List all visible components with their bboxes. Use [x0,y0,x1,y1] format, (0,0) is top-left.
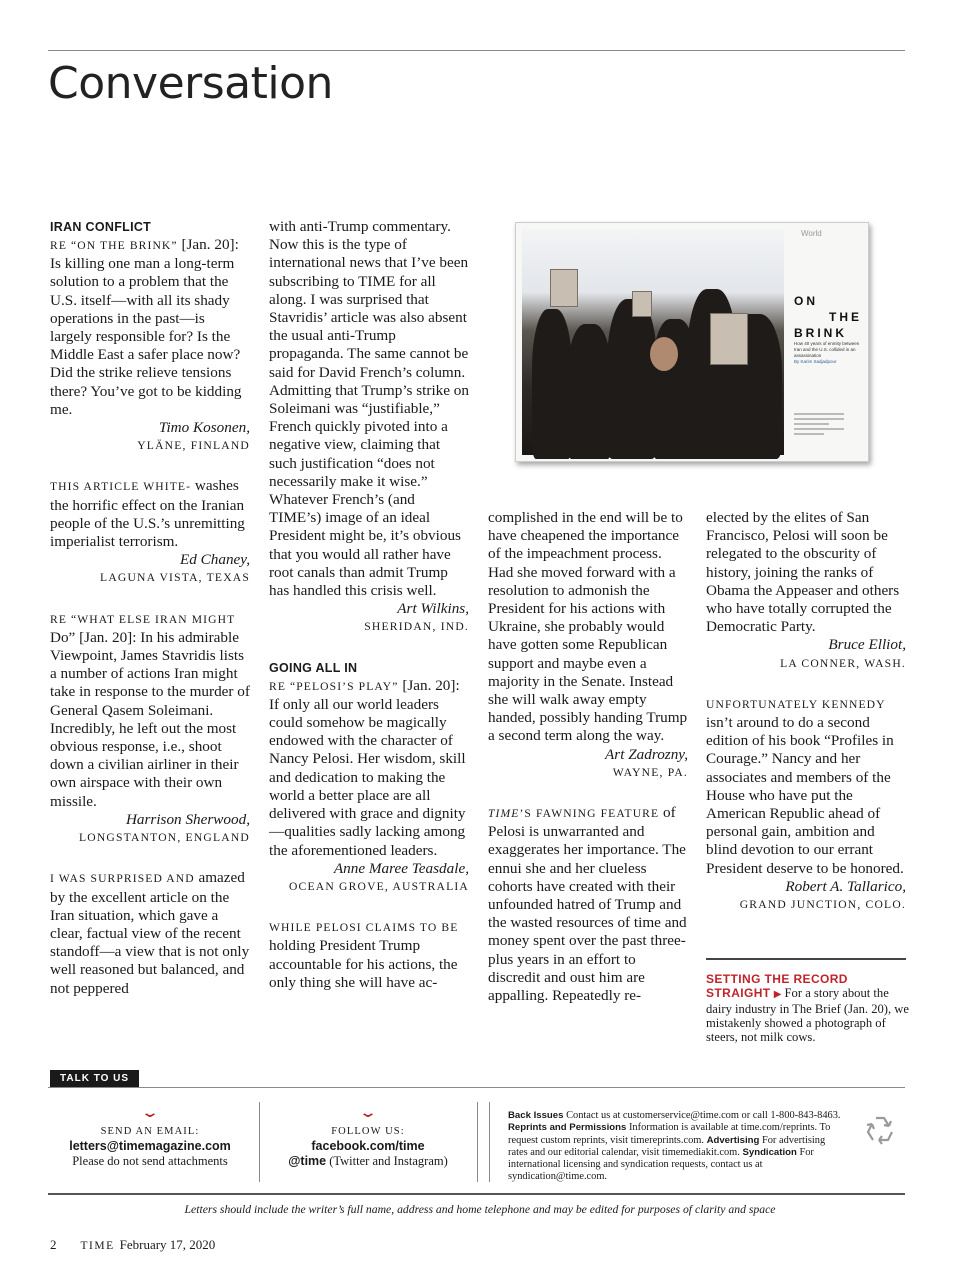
letter-zadrozny-continued: complished in the end will be to have cheapened the importance of the impeachment process. Had she moved forward with a resolution to admonish the President for his actions with Ukraine, she probably would have gotten some Republican support and maybe even a majority in the Senate. Instead she will walk away empty handed, possibly handing Trump a second term along the way. [488,509,688,745]
correction-box [706,972,911,1044]
follow-label: FOLLOW US: [331,1126,405,1137]
photo-headline: ON THE BRINK [794,294,862,340]
photo-caption-lines [794,413,844,438]
protest-photo [522,229,784,455]
email-note: Please do not send attachments [72,1154,228,1168]
letter-signature: Timo Kosonen, [158,419,250,437]
letter-lead: RE “ON THE BRINK” [50,239,178,252]
page-title: Conversation [48,58,333,109]
contact-info: Back Issues Contact us at customerservice@time.com or call 1-800-843-8463. Reprints and Permissions Information is available at time.com/reprints. To request custom reprints, visit timereprints.com. Advertising For advertising rates and our editorial calendar, visit timemediakit.com. Syndication For international licensing and syndication requests, contact us at syndication@time.com. [508,1110,841,1183]
photo-section-label: World [801,229,822,238]
letter-elliot [488,804,688,1005]
letters-column-3 [488,509,688,1005]
letter-chaney [50,477,250,551]
letter-lead: UNFORTUNATELY KENNEDY [706,697,886,711]
letters-column-4 [706,509,906,914]
letter-lead: WHILE PELOSI CLAIMS TO BE [269,921,459,935]
divider [477,1102,478,1182]
section-heading-iran-conflict: IRAN CONFLICT [50,220,152,234]
letter-zadrozny [269,918,469,992]
letter-wilkins-continued: with anti-Trump commentary. Now this is the type of international news that I’ve been subscribing to TIME for all along. I was surprised that Stavridis’ article was also absent the usual anti-Trump propaganda. The same cannot be said for David French’s column. Admitting that Trump’s strike on Soleimani was “justifiable,” French quickly pivoted into a negative view, claiming that such justification “does not necessarily make it wise.” Whatever French’s (and TIME’s) image of an ideal President might be, it’s obvious that you would all rather have root canals than admit Trump has handled this crisis well. [269,218,469,600]
chevron-down-icon: ⌄ [140,1105,160,1121]
top-rule [48,50,905,51]
letter-body: amazed by the excellent article on the Iran situation, which gave a clear, factual view of the recent standoff—a view that is not only well reasoned but balanced, and not peppered [50,869,250,997]
twitter-handle[interactable]: @time [288,1154,327,1168]
letter-body: holding President Trump accountable for his actions, the only thing she will have ac- [269,937,458,991]
letter-lead: RE “PELOSI’S PLAY” [269,679,399,693]
chevron-down-icon: ⌄ [358,1105,378,1121]
talk-rule-top [48,1087,905,1088]
letter-lead: TIME’S FAWNING FEATURE [488,807,660,821]
letter-signature: Ed Chaney, [179,551,250,569]
brand-name: TIME [80,1240,115,1252]
letter-location: GRAND JUNCTION, COLO. [739,898,906,912]
email-label: SEND AN EMAIL: [100,1126,200,1137]
section-heading-going-all-in: GOING ALL IN [269,660,358,675]
letter-signature: Anne Maree Teasdale, [333,859,469,877]
letter-body: washes the horrific effect on the Iranian people of the U.S.’s unremitting imperialist terrorism. [50,477,245,551]
letter-body: isn’t around to do a second edition of his book “Profiles in Courage.” Nancy and her associates and members of the House who have put the American Republic ahead of personal gain, ambition and blind devotion to our errant President deserve to be honored. [706,714,904,877]
photo-dek: How 40 years of enmity between Iran and the U.S. collided in an assassination By Karim Sadjadpour [794,341,860,364]
letter-location: OCEAN GROVE, AUSTRALIA [288,879,469,893]
talk-rule-bottom [48,1193,905,1195]
letter-elliot-continued: elected by the elites of San Francisco, Pelosi will soon be relegated to the obscurity of history, joining the ranks of Obama the Appeaser and others who have totally corrupted the Democratic Party. [706,509,900,636]
photo-byline: By Karim Sadjadpour [794,359,837,364]
divider [489,1102,490,1182]
letter-body: of Pelosi is unwarranted and exaggerates her importance. The ennui she and her clueless cohorts have created with their unfounded hatred of Trump and the wasted resources of time and money spent over the past three-plus years in an effort to discredit and oust him are appalling. Repeatedly re- [488,804,687,1005]
recycle-icon [862,1112,898,1148]
letter-kosonen [50,236,250,419]
letter-signature: Bruce Elliot, [828,636,906,654]
letter-tallarico [706,695,906,878]
correction-heading: SETTING THE RECORD STRAIGHT [706,972,848,1000]
letter-signature: Art Wilkins, [397,600,469,618]
letter-sherwood [50,610,250,811]
letters-column-1 [50,218,250,998]
talk-to-us-tab: TALK TO US [50,1070,139,1088]
letter-signature: Art Zadrozny, [605,745,688,763]
letters-footnote: Letters should include the writer’s full name, address and home telephone and may be edited for purposes of clarity and space [184,1203,776,1216]
letter-location: SHERIDAN, IND. [364,620,469,634]
follow-contact [268,1105,468,1169]
letter-location: LONGSTANTON, ENGLAND [79,831,250,845]
page-number: 2 [50,1237,57,1252]
letter-lead: RE “WHAT ELSE IRAN MIGHT [50,612,236,626]
letter-lead: THIS ARTICLE WHITE- [50,480,192,494]
letter-location: WAYNE, PA. [612,765,688,779]
letter-signature: Robert A. Tallarico, [785,877,906,895]
issue-date: February 17, 2020 [119,1237,216,1252]
letter-teasdale [269,677,469,860]
letter-signature: Harrison Sherwood, [125,810,250,828]
letter-location: LA CONNER, WASH. [780,656,906,670]
article-thumbnail [515,222,869,462]
triangle-right-icon: ▶ [773,989,782,1000]
letter-body: [Jan. 20]: If only all our world leaders could somehow be magically endowed with the character of Nancy Pelosi. Her wisdom, skill and dedication to making the world a better place are all delivered with grace and dignity—qualities sadly lacking among the aforementioned leaders. [269,676,466,859]
letters-column-2 [269,218,469,992]
correction-body: For a story about the dairy industry in The Brief (Jan. 20), we mistakenly showed a photograph of steers, not milk cows. [706,986,909,1044]
letter-location: YLÄNE, FINLAND [137,439,250,453]
letter-wilkins [50,869,250,997]
twitter-line: @time (Twitter and Instagram) [288,1154,448,1168]
email-link[interactable]: letters@timemagazine.com [69,1139,231,1153]
facebook-link[interactable]: facebook.com/time [311,1139,425,1153]
letter-lead: I WAS SURPRISED AND [50,872,195,886]
letter-location: LAGUNA VISTA, TEXAS [100,571,250,585]
letter-body: [Jan. 20]: Is killing one man a long-term solution to a problem that the U.S. itself—with all its shady operations in the past—is largely responsible for? Is the Middle East a safer place now? Did the strike relieve tensions there? You’ve got to be kidding me. [50,236,242,418]
letter-body: Do” [Jan. 20]: In his admirable Viewpoint, James Stavridis lists a number of actions Iran might take in response to the murder of General Qasem Soleimani. Incredibly, he left out the most obvious response, i.e., shoot down a civilian airliner in their own airspace with their own missile. [50,628,250,810]
page-folio [50,1237,215,1253]
record-rule [706,958,906,960]
